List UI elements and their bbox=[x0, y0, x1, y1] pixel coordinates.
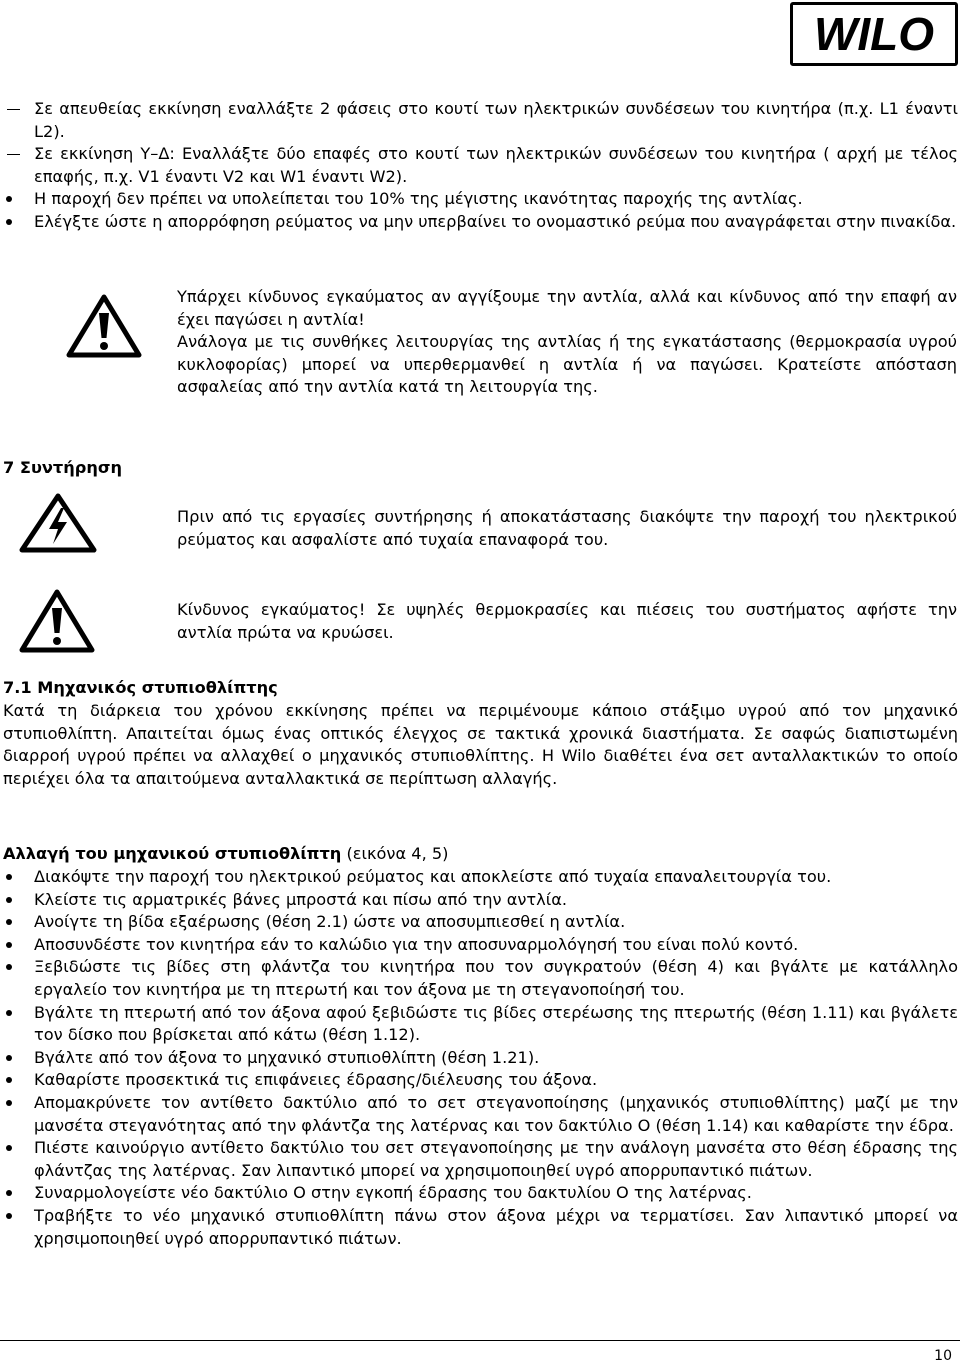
list-item bbox=[0, 211, 958, 234]
burn-warning bbox=[177, 599, 957, 644]
list-item-text: Σε απευθείας εκκίνηση εναλλάξτε 2 φάσεις στο κουτί των ηλεκτρικών συνδέσεων του κινητήρα (π.χ. L1 έναντι L2). bbox=[34, 99, 958, 141]
electric-shock-warning-icon bbox=[19, 492, 97, 554]
warning-text-1: Υπάρχει κίνδυνος εγκαύματος αν αγγίξουμε την αντλία, αλλά και κίνδυνος από την επαφή αν έχει παγώσει η αντλία! bbox=[177, 287, 957, 329]
change-steps-list bbox=[0, 866, 958, 1250]
burn-freeze-warning bbox=[177, 286, 957, 399]
list-item bbox=[0, 866, 958, 889]
list-item bbox=[0, 1092, 958, 1137]
warning-triangle-icon bbox=[66, 293, 142, 359]
burn-warning-text: Κίνδυνος εγκαύματος! Σε υψηλές θερμοκρασίες και πιέσεις του συστήματος αφήστε την αντλία πρώτα να κρυώσει. bbox=[177, 600, 957, 642]
page-number: 10 bbox=[934, 1348, 952, 1364]
list-item-text: Καθαρίστε προσεκτικά τις επιφάνειες έδρασης/διέλευσης του άξονα. bbox=[34, 1070, 598, 1090]
warning-triangle-icon bbox=[19, 588, 95, 654]
change-seal-heading-ref: (εικόνα 4, 5) bbox=[341, 844, 449, 863]
list-item bbox=[0, 98, 958, 143]
list-item-text: Τραβήξτε το νέο μηχανικό στυπιοθλίπτη πάνω στον άξονα μέχρι να τερματίσει. Σαν λιπαντικό μπορεί να χρησιμοποιηθεί υγρό απορρυπαντικό πιάτων. bbox=[34, 1205, 958, 1248]
wilo-logo bbox=[790, 2, 958, 66]
list-item-text: Αποσυνδέστε τον κινητήρα εάν το καλώδιο για την αποσυναρμολόγησή του είναι πολύ κοντό. bbox=[34, 934, 799, 954]
list-item-text: Διακόψτε την παροχή του ηλεκτρικού ρεύματος και αποκλείστε από τυχαία επαναλειτουργία του. bbox=[34, 867, 832, 886]
list-item bbox=[0, 1205, 958, 1250]
list-item-text: Ανοίγτε τη βίδα εξαέρωσης (θέση 2.1) ώστε να αποσυμπιεσθεί η αντλία. bbox=[34, 912, 626, 932]
list-item-text: Ελέγξτε ώστε η απορρόφηση ρεύματος να μην υπερβαίνει το ονομαστικό ρεύμα που αναγράφεται στην πινακίδα. bbox=[34, 211, 957, 231]
list-item-text: Σε εκκίνηση Υ–Δ: Εναλλάξτε δύο επαφές στο κουτί των ηλεκτρικών συνδέσεων του κινητήρα ( αρχή με τέλος επαφής, π.χ. V1 έναντι V2 και W1 έναντι W2). bbox=[34, 144, 958, 186]
list-item bbox=[0, 188, 958, 211]
electrical-warning bbox=[177, 506, 957, 551]
change-seal-heading-bold: Αλλαγή του μηχανικού στυπιοθλίπτη bbox=[3, 844, 342, 863]
list-item bbox=[0, 1002, 958, 1047]
section-heading-mechanical-seal: 7.1 Μηχανικός στυπιοθλίπτης bbox=[3, 678, 278, 697]
list-item bbox=[0, 889, 958, 912]
list-item bbox=[0, 143, 958, 188]
intro-list bbox=[0, 98, 958, 234]
list-item-text: Η παροχή δεν πρέπει να υπολείπεται του 10% της μέγιστης ικανότητας παροχής της αντλίας. bbox=[34, 189, 803, 209]
list-item bbox=[0, 1069, 958, 1092]
list-item-text: Πιέστε καινούργιο αντίθετο δακτύλιο του σετ στεγανοποίησης με την ανάλογη μανσέτα στο θέση έδρασης της φλάντζας της λατέρνας. Σαν λιπαντικό μπορεί να χρησιμοποιηθεί υγρό απορρυπαντικό πιάτων. bbox=[34, 1138, 958, 1180]
wilo-logo-mark bbox=[796, 9, 952, 59]
list-item-text: Βγάλτε από τον άξονα το μηχανικό στυπιοθλίπτη (θέση 1.21). bbox=[34, 1047, 540, 1067]
list-item bbox=[0, 1182, 958, 1205]
footer-divider bbox=[0, 1340, 960, 1341]
list-item-text: Κλείστε τις αρματρικές βάνες μπροστά και πίσω από την αντλία. bbox=[34, 889, 568, 909]
list-item bbox=[0, 1137, 958, 1182]
section-heading-maintenance: 7 Συντήρηση bbox=[3, 458, 123, 477]
change-seal-heading bbox=[3, 843, 958, 866]
mechanical-seal-paragraph: Κατά τη διάρκεια του χρόνου εκκίνησης πρέπει να περιμένουμε κάποιο στάξιμο υγρού από τον μηχανικό στυπιοθλίπτη. Απαιτείται όμως ένας οπτικός έλεγχος σε τακτικά χρονικά διαστήματα. Σε σαφώς διαπιστωμένη διαρροή υγρού πρέπει να αλλαχθεί ο μηχανικός στυπιοθλίπτης. Η Wilo διαθέτει ένα σετ ανταλλακτικών το οποίο περιέχει όλα τα απαιτούμενα ανταλλακτικά σε περίπτωση αλλαγής. bbox=[3, 701, 958, 788]
list-item bbox=[0, 934, 958, 957]
electrical-warning-text: Πριν από τις εργασίες συντήρησης ή αποκατάστασης διακόψτε την παροχή του ηλεκτρικού ρεύματος και ασφαλίστε από τυχαία επαναφορά του. bbox=[177, 507, 957, 549]
list-item bbox=[0, 956, 958, 1001]
warning-text-2: Ανάλογα με τις συνθήκες λειτουργίας της αντλίας ή της εγκατάστασης (θερμοκρασία υγρού κυκλοφορίας) μπορεί να υπερθερμανθεί η αντλία ή να παγώσει. Κρατείστε απόσταση ασφαλείας από την αντλία κατά τη λειτουργία της. bbox=[177, 332, 957, 397]
list-item-text: Ξεβιδώστε τις βίδες στη φλάντζα του κινητήρα που τον συγκρατούν (θέση 4) και βγάλτε με κατάλληλο εργαλείο τον κινητήρα με τη πτερωτή και τον άξονα με τη στεγανοποίησή του. bbox=[34, 957, 958, 999]
list-item bbox=[0, 911, 958, 934]
list-item-text: Βγάλτε τη πτερωτή από τον άξονα αφού ξεβιδώστε τις βίδες στερέωσης της πτερωτής (θέση 1.11) και βγάλετε τον δίσκο που βρίσκεται από κάτω (θέση 1.12). bbox=[34, 1002, 958, 1045]
svg-text:WILO: WILO bbox=[813, 9, 935, 59]
list-item-text: Συναρμολογείστε νέο δακτύλιο Ο στην εγκοπή έδρασης του δακτυλίου Ο της λατέρνας. bbox=[34, 1183, 752, 1203]
list-item-text: Απομακρύνετε τον αντίθετο δακτύλιο από το σετ στεγανοποίησης (μηχανικός στυπιοθλίπτης) μαζί με την μανσέτα στεγανότητας από την φλάντζα της λατέρνας και τον δακτύλιο Ο (θέση 1.14) και καθαρίστε την έδρα. bbox=[34, 1092, 958, 1135]
list-item bbox=[0, 1047, 958, 1070]
